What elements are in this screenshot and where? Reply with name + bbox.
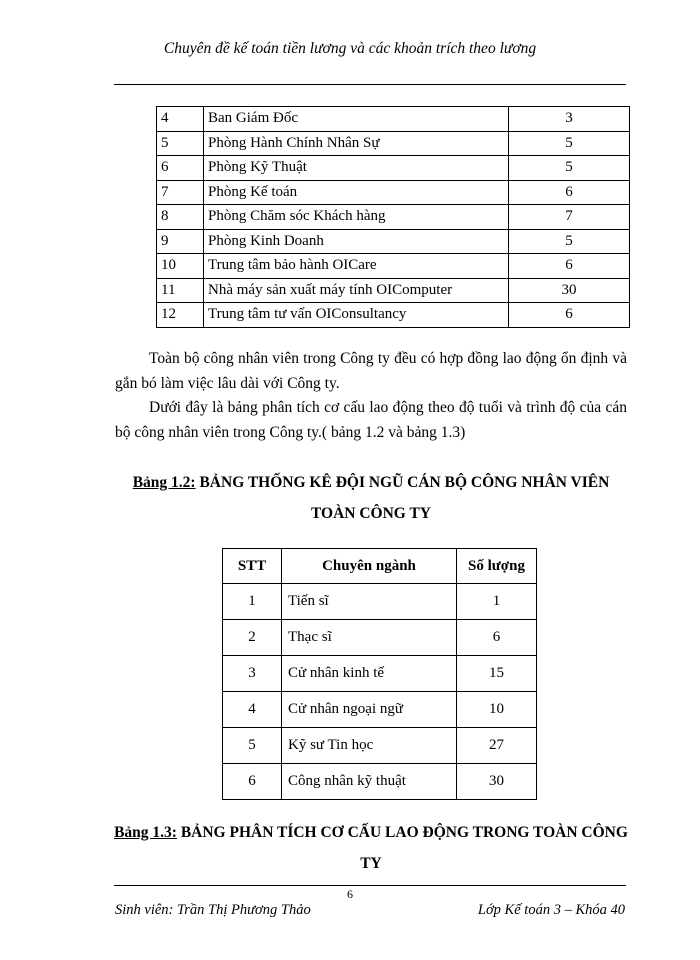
cell-count: 27 (457, 728, 537, 764)
cell-name: Kỹ sư Tin học (282, 728, 457, 764)
table-row (223, 656, 537, 692)
cell-count: 5 (509, 156, 630, 181)
table-1-2-caption (110, 467, 632, 529)
cell-index: 6 (223, 764, 282, 800)
table-1-3-caption (110, 817, 632, 879)
table-header-row (223, 549, 537, 584)
header-quantity: Số lượng (457, 549, 537, 584)
cell-name: Trung tâm tư vấn OIConsultancy (204, 303, 509, 328)
table-row (157, 131, 630, 156)
header-specialty: Chuyên ngành (282, 549, 457, 584)
cell-count: 6 (457, 620, 537, 656)
cell-index: 4 (157, 107, 204, 132)
paragraph-1: Toàn bộ công nhân viên trong Công ty đều có hợp đồng lao động ổn định và gắn bó làm việc lâu dài với Công ty. (115, 350, 627, 392)
cell-name: Trung tâm bảo hành OICare (204, 254, 509, 279)
cell-count: 30 (457, 764, 537, 800)
header-stt: STT (223, 549, 282, 584)
table-row (223, 764, 537, 800)
cell-index: 5 (157, 131, 204, 156)
footer-rule (114, 885, 626, 886)
cell-name: Phòng Hành Chính Nhân Sự (204, 131, 509, 156)
cell-count: 6 (509, 303, 630, 328)
cell-index: 8 (157, 205, 204, 230)
cell-name: Thạc sĩ (282, 620, 457, 656)
caption-label: Bảng 1.2: (132, 474, 196, 491)
footer-student: Sinh viên: Trần Thị Phương Thảo (115, 902, 311, 918)
cell-index: 7 (157, 180, 204, 205)
cell-index: 1 (223, 584, 282, 620)
cell-count: 5 (509, 229, 630, 254)
caption-label: Bảng 1.3: (114, 824, 177, 841)
cell-name: Ban Giám Đốc (204, 107, 509, 132)
cell-index: 2 (223, 620, 282, 656)
cell-count: 3 (509, 107, 630, 132)
department-table (156, 106, 630, 328)
cell-name: Công nhân kỹ thuật (282, 764, 457, 800)
cell-index: 12 (157, 303, 204, 328)
table-row (157, 254, 630, 279)
cell-index: 6 (157, 156, 204, 181)
staff-qualification-table (222, 548, 537, 800)
caption-text: BẢNG PHÂN TÍCH CƠ CẤU LAO ĐỘNG TRONG TOÀN CÔNG TY (176, 824, 628, 872)
cell-count: 5 (509, 131, 630, 156)
cell-count: 6 (509, 254, 630, 279)
cell-count: 30 (509, 278, 630, 303)
cell-name: Cử nhân kinh tế (282, 656, 457, 692)
cell-name: Tiến sĩ (282, 584, 457, 620)
table-row (157, 180, 630, 205)
cell-index: 10 (157, 254, 204, 279)
table-row (223, 620, 537, 656)
table-row (157, 229, 630, 254)
cell-index: 9 (157, 229, 204, 254)
paragraph-2: Dưới đây là bảng phân tích cơ cấu lao động theo độ tuổi và trình độ của cán bộ công nhân viên trong Công ty.( bảng 1.2 và bảng 1.3) (115, 399, 627, 441)
page-number: 6 (347, 887, 353, 901)
cell-count: 6 (509, 180, 630, 205)
cell-name: Phòng Kế toán (204, 180, 509, 205)
table-row (223, 692, 537, 728)
cell-index: 4 (223, 692, 282, 728)
cell-count: 1 (457, 584, 537, 620)
cell-count: 7 (509, 205, 630, 230)
cell-name: Phòng Kinh Doanh (204, 229, 509, 254)
cell-name: Phòng Chăm sóc Khách hàng (204, 205, 509, 230)
cell-name: Cử nhân ngoại ngữ (282, 692, 457, 728)
cell-index: 5 (223, 728, 282, 764)
caption-text: BẢNG THỐNG KÊ ĐỘI NGŨ CÁN BỘ CÔNG NHÂN VIÊN TOÀN CÔNG TY (195, 474, 610, 522)
cell-count: 10 (457, 692, 537, 728)
table-row (157, 205, 630, 230)
table-row (157, 156, 630, 181)
cell-index: 3 (223, 656, 282, 692)
table-row (157, 303, 630, 328)
table-row (223, 728, 537, 764)
cell-name: Nhà máy sản xuất máy tính OIComputer (204, 278, 509, 303)
body-text (115, 347, 627, 445)
table-row (157, 278, 630, 303)
header-rule (114, 84, 626, 85)
footer-class: Lớp Kế toán 3 – Khóa 40 (477, 902, 625, 918)
page-header: Chuyên đề kế toán tiền lương và các khoản trích theo lương (163, 40, 537, 57)
table-row (157, 107, 630, 132)
cell-name: Phòng Kỹ Thuật (204, 156, 509, 181)
table-row (223, 584, 537, 620)
cell-index: 11 (157, 278, 204, 303)
cell-count: 15 (457, 656, 537, 692)
